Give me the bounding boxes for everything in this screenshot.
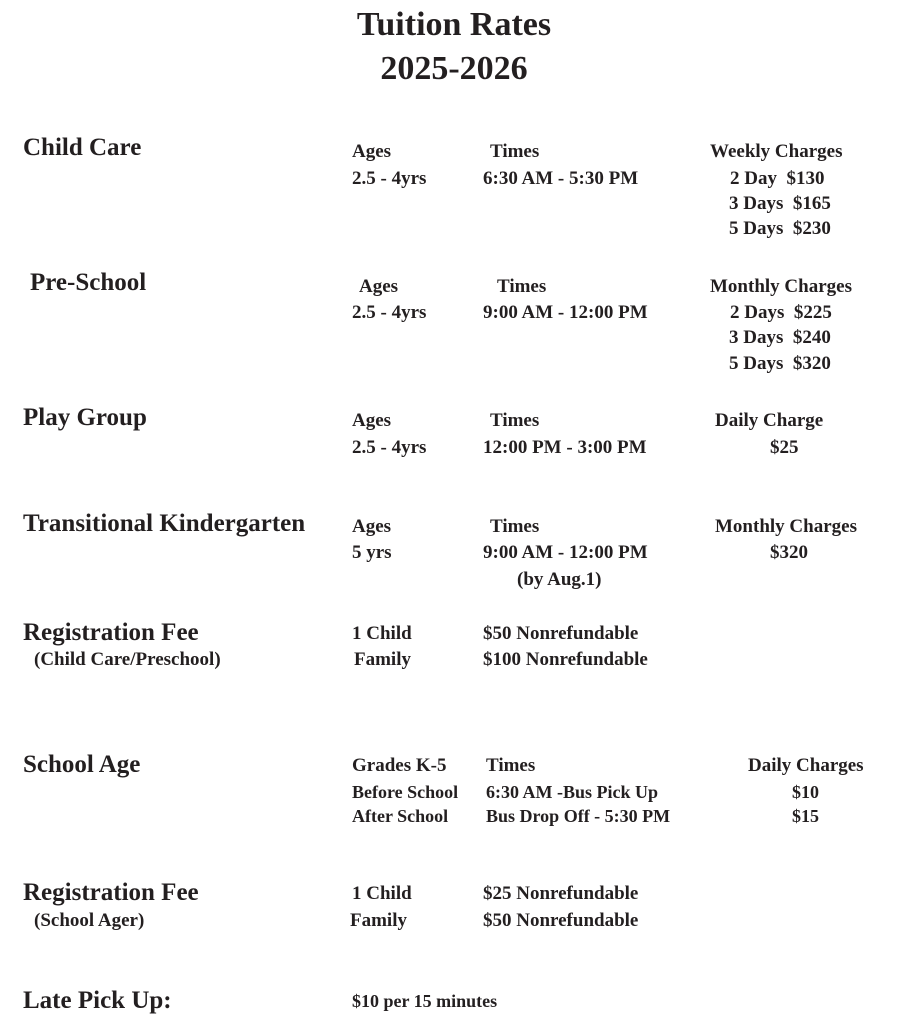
tk-ages: 5 yrs	[352, 542, 392, 563]
registration-school-child-label: 1 Child	[352, 883, 412, 904]
child-care-times: 6:30 AM - 5:30 PM	[483, 168, 639, 189]
child-care-ages-label: Ages	[352, 141, 392, 162]
registration-school-family-label: Family	[350, 910, 407, 931]
tk-times: 9:00 AM - 12:00 PM	[483, 542, 648, 563]
play-group-charges-label: Daily Charge	[715, 410, 824, 431]
after-school-label: After School	[352, 806, 449, 826]
play-group-ages-label: Ages	[352, 410, 392, 431]
child-care-times-label: Times	[490, 141, 540, 162]
child-care-rate: 5 Days $230	[729, 218, 831, 239]
after-school-time: Bus Drop Off - 5:30 PM	[486, 806, 671, 826]
play-group-times-label: Times	[490, 410, 540, 431]
pre-school-charges-label: Monthly Charges	[710, 276, 852, 297]
school-age-charges-label: Daily Charges	[748, 755, 864, 776]
late-pickup-heading: Late Pick Up:	[23, 987, 172, 1014]
registration-school-family-fee: $50 Nonrefundable	[483, 910, 639, 931]
play-group-times: 12:00 PM - 3:00 PM	[483, 437, 647, 458]
child-care-rate: 3 Days $165	[729, 193, 831, 214]
registration-child-fee: $50 Nonrefundable	[483, 623, 639, 644]
tk-ages-label: Ages	[352, 516, 392, 537]
before-school-rate: $10	[792, 782, 819, 802]
child-care-ages: 2.5 - 4yrs	[352, 168, 427, 189]
child-care-rate: 2 Day $130	[730, 168, 825, 189]
late-pickup-rate: $10 per 15 minutes	[352, 991, 498, 1011]
child-care-charges-label: Weekly Charges	[710, 141, 843, 162]
pre-school-rate: 3 Days $240	[729, 327, 831, 348]
school-age-times-label: Times	[486, 755, 536, 776]
tk-times-note: (by Aug.1)	[517, 569, 602, 590]
registration-school-child-fee: $25 Nonrefundable	[483, 883, 639, 904]
page-title: Tuition Rates	[356, 6, 552, 43]
child-care-heading: Child Care	[23, 134, 142, 161]
pre-school-rate: 5 Days $320	[729, 353, 831, 374]
pre-school-times-label: Times	[497, 276, 547, 297]
registration-fee-school-subheading: (School Ager)	[34, 910, 145, 931]
play-group-rate: $25	[770, 437, 799, 458]
tk-times-label: Times	[490, 516, 540, 537]
play-group-heading: Play Group	[23, 404, 147, 431]
tk-charges-label: Monthly Charges	[715, 516, 857, 537]
registration-fee-school-heading: Registration Fee	[23, 879, 199, 906]
pre-school-rate: 2 Days $225	[730, 302, 832, 323]
tk-rate: $320	[770, 542, 808, 563]
pre-school-ages: 2.5 - 4yrs	[352, 302, 427, 323]
pre-school-ages-label: Ages	[359, 276, 399, 297]
registration-child-label: 1 Child	[352, 623, 412, 644]
registration-fee-subheading: (Child Care/Preschool)	[34, 649, 221, 670]
play-group-ages: 2.5 - 4yrs	[352, 437, 427, 458]
registration-fee-heading: Registration Fee	[23, 619, 199, 646]
school-age-heading: School Age	[23, 751, 141, 778]
registration-family-fee: $100 Nonrefundable	[483, 649, 648, 670]
registration-family-label: Family	[354, 649, 411, 670]
after-school-rate: $15	[792, 806, 819, 826]
page-year: 2025-2026	[380, 50, 528, 87]
pre-school-heading: Pre-School	[30, 269, 147, 296]
pre-school-times: 9:00 AM - 12:00 PM	[483, 302, 648, 323]
transitional-kindergarten-heading: Transitional Kindergarten	[23, 510, 306, 537]
school-age-grades-label: Grades K-5	[352, 755, 447, 776]
before-school-label: Before School	[352, 782, 459, 802]
before-school-time: 6:30 AM -Bus Pick Up	[486, 782, 659, 802]
